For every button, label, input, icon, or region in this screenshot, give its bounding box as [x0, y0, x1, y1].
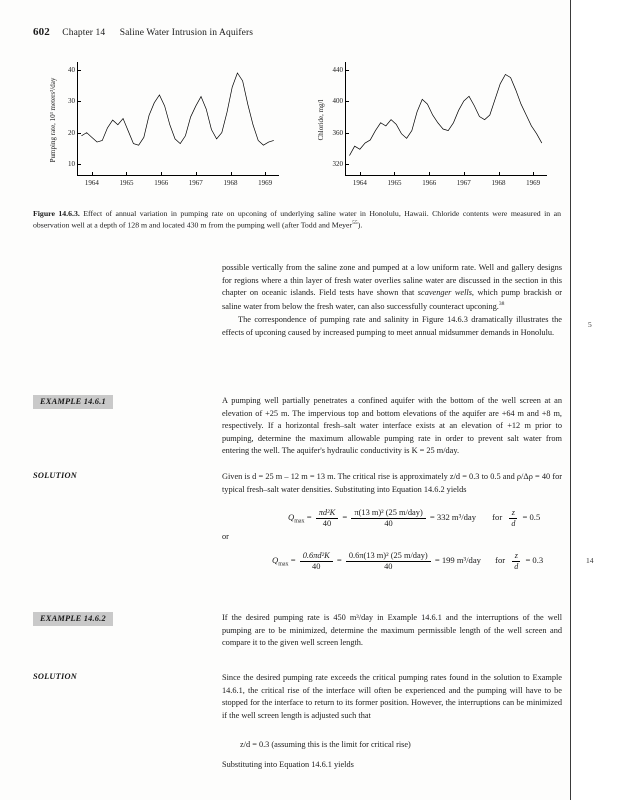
chapter-title: Saline Water Intrusion in Aquifers [119, 28, 254, 38]
chart-pumping-rate [47, 58, 285, 198]
fraction-4: $\frac{\text{0.6π(13 m)² (25 m/day)}}{40}$ [346, 551, 431, 571]
fraction-3: $\frac{\text{0.6πd²K}}{40}$ [300, 551, 333, 571]
chart-pumping-rate-ylabel: Pumping rate, 10³ meters³/day [49, 77, 57, 163]
xtick: 1968 [492, 175, 506, 187]
example-14-6-1-problem: A pumping well partially penetrates a confined aquifer with the bottom of the well screen at an elevation of +25 m. The impervious top and bottom elevations of the aquifer are +64 m and +8 m, respectively. If a horizontal fresh–salt water interface exists at an elevation of +12 m prior to pumping, determine the maximum allowable pumping rate in order to prevent salt water from entering the well. The aquifer's hydraulic conductivity is K = 25 m/day. [222, 396, 562, 456]
chart-chloride-axes [332, 62, 547, 187]
ytick: 440 [333, 66, 347, 74]
xtick: 1969 [526, 175, 540, 187]
xtick: 1966 [154, 175, 168, 187]
ytick: 360 [333, 129, 347, 137]
chapter-number: Chapter 14 [62, 28, 106, 38]
xtick: 1964 [85, 175, 99, 187]
margin-note: 5 [588, 320, 592, 329]
example-14-6-1-solution-text: Given is d = 25 m – 12 m = 13 m. The critical rise is approximately z/d = 0.3 to 0.5 and ρ/Δρ = 40 for typical fresh–salt water densities. Substituting into Equation 14.6.2 yields [222, 472, 562, 494]
xtick: 1967 [189, 175, 203, 187]
chart-chloride-series [346, 62, 547, 175]
ratio-z-over-d: $\frac{z}{d}$ [514, 551, 519, 571]
page-number: 602 [33, 26, 50, 38]
figure-caption-ref: 55 [352, 220, 358, 227]
example-14-6-2-closing: Substituting into Equation 14.6.1 yields [222, 760, 354, 769]
xtick: 1968 [224, 175, 238, 187]
xtick: 1965 [387, 175, 401, 187]
figure-caption-label: Figure 14.6.3. [33, 209, 80, 218]
body-paragraph-2: The correspondence of pumping rate and salinity in Figure 14.6.3 dramatically illustrates the effects of upconing caused by increased pumping to meet annual midsummer demands in Honolulu. [222, 315, 562, 337]
body-paragraph-1: possible vertically from the saline zone and pumped at a low uniform rate. Well and gallery designs for regions where a thin layer of fresh water overlies saline water are discussed in the section in this chapter on oceanic islands. Field tests have shown that scavenger wells, which pump brackish or saline water from below the fresh water, can also successfully counteract upconing.$^{38}$ [222, 263, 562, 311]
ytick: 10 [68, 160, 78, 168]
xtick: 1964 [353, 175, 367, 187]
margin-note: 14 [586, 556, 594, 565]
example-14-6-2-solution-text: Since the desired pumping rate exceeds the critical pumping rates found in the solution to Example 14.6.1, the critical rise of the interface will often be experienced and the pumping will have to be stopped for the interface to return to its former position. However, the interruptions can be minimized if the well screen length is adjusted such that [222, 673, 562, 720]
ytick: 320 [333, 160, 347, 168]
equation-qmax-05: $Q_{max}$ = $\frac{\text{πd²K}}{40}$ = $\frac{\text{π(13 m)² (25 m/day)}}{40}$ = 332 m³/day for $\frac{z}{d}$ = 0.5 [288, 508, 541, 528]
xtick: 1966 [422, 175, 436, 187]
figure-caption-text: Effect of annual variation in pumping rate on upconing of underlying saline water in Honolulu, Hawaii. Chloride contents were measured in an observation well at a depth of 128 m and located 430 m from the pumping well (after Todd and Meyer [33, 209, 561, 230]
example-14-6-2-equation-line: z/d = 0.3 (assuming this is the limit for critical rise) [240, 740, 411, 749]
body-paragraphs [222, 262, 562, 339]
example-14-6-2-problem: If the desired pumping rate is 450 m³/day in Example 14.6.1 and the interruptions of the well pumping are to be minimized, determine the maximum permissible length of the well screen and compare it to the given well screen length. [222, 613, 562, 648]
page-outer-margin [571, 0, 618, 800]
figure-caption-tail: ). [357, 220, 363, 230]
equation-qmax-03: $Q_{max}$ = $\frac{\text{0.6πd²K}}{40}$ = $\frac{\text{0.6π(13 m)² (25 m/day)}}{40}$ = 199 m³/day for $\frac{z}{d}$ = 0.3 [272, 551, 577, 571]
figure-14-6-3 [33, 58, 561, 198]
ytick: 20 [68, 129, 78, 137]
body-italic-term: scavenger wells [417, 288, 472, 298]
ratio-z-over-d: $\frac{z}{d}$ [511, 508, 516, 528]
chart-chloride-ylabel: Chloride, mg/l [317, 99, 325, 141]
example-14-6-1-solution-label: SOLUTION [33, 471, 77, 480]
chart-pumping-rate-series [78, 62, 279, 175]
fraction-1: $\frac{\text{πd²K}}{40}$ [316, 508, 338, 528]
example-14-6-2-solution-label: SOLUTION [33, 672, 77, 681]
or-connector: or [222, 532, 229, 541]
footnote-ref-38: 38 [498, 300, 505, 307]
fraction-2: $\frac{\text{π(13 m)² (25 m/day)}}{40}$ [351, 508, 425, 528]
example-14-6-2-label: EXAMPLE 14.6.2 [33, 612, 113, 626]
figure-caption [33, 208, 561, 231]
ytick: 30 [68, 97, 78, 105]
xtick: 1969 [258, 175, 272, 187]
ytick: 400 [333, 97, 347, 105]
chart-pumping-rate-axes [68, 62, 279, 187]
example-14-6-1-label: EXAMPLE 14.6.1 [33, 395, 113, 409]
chart-chloride [315, 58, 553, 198]
ytick: 40 [68, 66, 78, 74]
running-head [33, 26, 253, 38]
xtick: 1965 [119, 175, 133, 187]
xtick: 1967 [457, 175, 471, 187]
